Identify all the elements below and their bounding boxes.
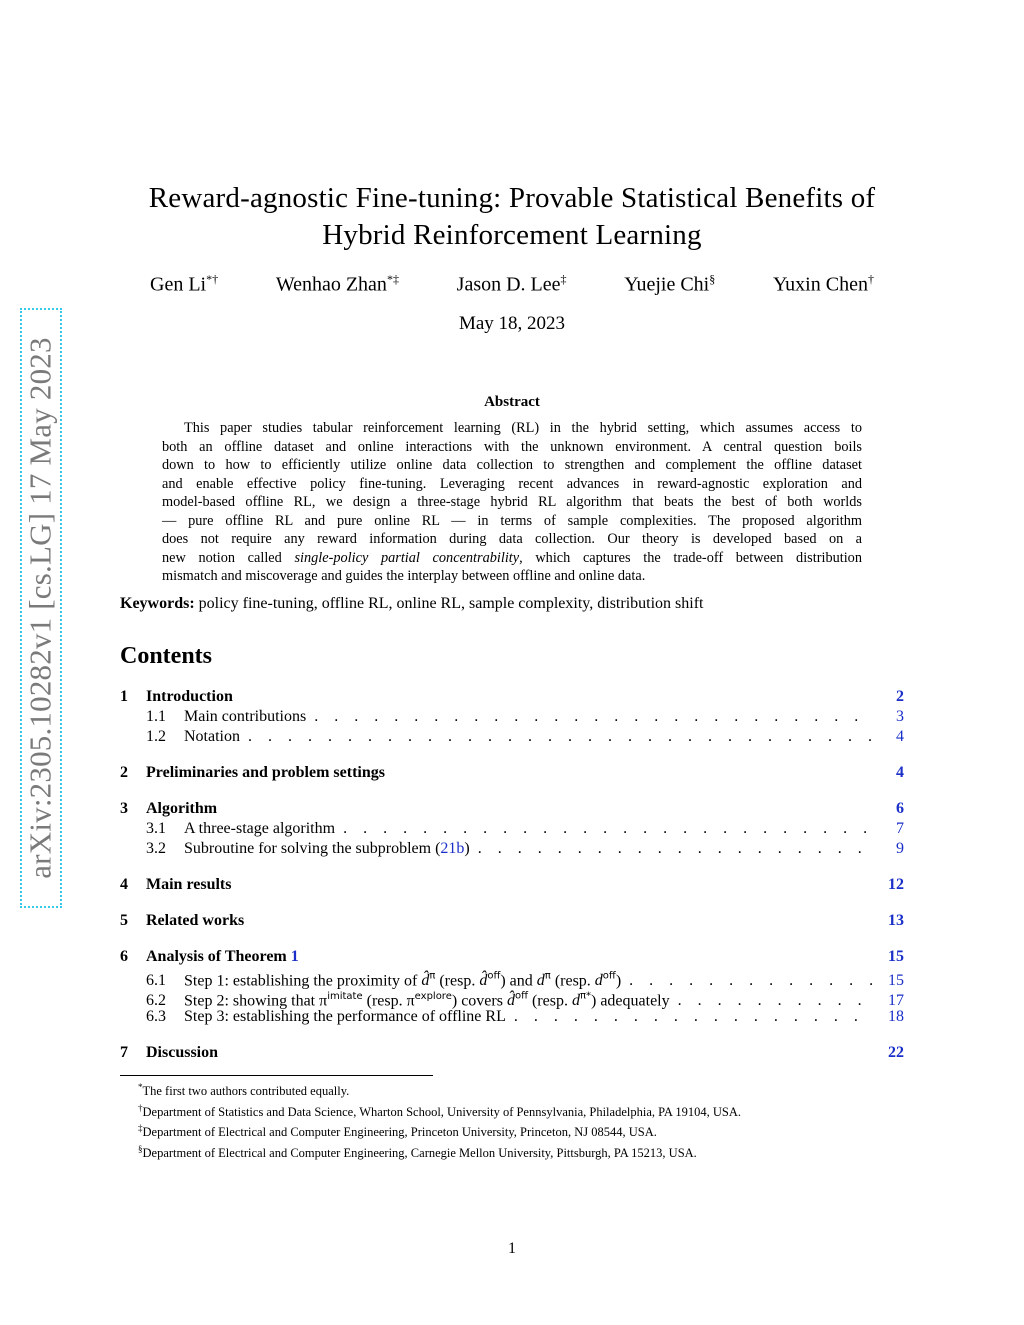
toc-page-link[interactable]: 15 xyxy=(888,972,904,990)
footnote: ‡Department of Electrical and Computer Engineering, Princeton University, Princeton, NJ 08544, USA. xyxy=(138,1123,657,1140)
abstract-line: down to how to efficiently utilize online data collection to strengthen and complement the offline dataset xyxy=(162,457,862,473)
footnotes xyxy=(138,1079,741,1162)
footnote-rule xyxy=(120,1075,433,1076)
toc-subsection-step-3[interactable]: 6.3 Step 3: establishing the performance of offline RL . . . 18 xyxy=(120,1007,904,1027)
contents-heading: Contents xyxy=(120,643,213,669)
footnote: †Department of Statistics and Data Science, Wharton School, University of Pennsylvania, Philadelphia, PA 19104, USA. xyxy=(138,1102,742,1119)
abstract-line: model-based offline RL, we design a three-stage hybrid RL algorithm that beats the best of both worlds xyxy=(162,494,862,510)
toc-section-main-results[interactable]: 4 Main results 12 xyxy=(120,876,904,893)
abstract-line: mismatch and miscoverage and guides the interplay between offline and online data. xyxy=(162,568,646,584)
toc-page-link[interactable]: 13 xyxy=(888,912,904,929)
equation-ref-link[interactable]: 21b xyxy=(440,840,465,857)
toc-page-link[interactable]: 7 xyxy=(896,820,904,837)
table-of-contents xyxy=(120,687,904,1063)
toc-page-link[interactable]: 12 xyxy=(888,876,904,893)
toc-page-link[interactable]: 4 xyxy=(896,764,904,781)
toc-section-algorithm[interactable]: 3 Algorithm 6 xyxy=(120,800,904,817)
toc-section-related-works[interactable]: 5 Related works 13 xyxy=(120,912,904,929)
toc-page-link[interactable]: 17 xyxy=(888,992,904,1010)
toc-subsection-main-contributions[interactable]: 1.1 Main contributions . . . 3 xyxy=(120,707,904,727)
title-line-2: Hybrid Reinforcement Learning xyxy=(322,219,702,251)
toc-page-link[interactable]: 2 xyxy=(896,688,904,705)
toc-page-link[interactable]: 4 xyxy=(896,728,904,745)
author: Gen Li*† xyxy=(150,272,219,296)
abstract-heading: Abstract xyxy=(484,394,540,410)
author: Jason D. Lee‡ xyxy=(456,272,567,296)
toc-subsection-three-stage[interactable]: 3.1 A three-stage algorithm . . . 7 xyxy=(120,819,904,839)
keywords: Keywords: policy fine-tuning, offline RL, online RL, sample complexity, distribution shift xyxy=(120,595,704,612)
author: Wenhao Zhan*‡ xyxy=(275,272,399,296)
toc-section-preliminaries[interactable]: 2 Preliminaries and problem settings 4 xyxy=(120,764,904,781)
toc-subsection-notation[interactable]: 1.2 Notation . . . 4 xyxy=(120,727,904,747)
abstract-line: This paper studies tabular reinforcement learning (RL) in the hybrid setting, which assumes access to xyxy=(184,420,862,436)
toc-page-link[interactable]: 3 xyxy=(896,708,904,725)
author: Yuxin Chen† xyxy=(772,272,874,296)
arxiv-stamp-text: arXiv:2305.10282v1 [cs.LG] 17 May 2023 xyxy=(23,337,59,879)
abstract-line: — pure offline RL and pure online RL — in terms of sample complexities. The proposed algorithm xyxy=(162,512,862,529)
toc-subsection-subroutine[interactable]: 3.2 Subroutine for solving the subproblem (21b) . . . 9 xyxy=(120,839,904,859)
toc-page-link[interactable]: 18 xyxy=(888,1008,904,1025)
abstract-line: both an offline dataset and online interactions with the unknown environment. A central question boils xyxy=(162,438,862,455)
abstract-line: and enable effective policy fine-tuning. Leveraging recent advances in reward-agnostic exploration and xyxy=(162,475,862,492)
abstract-line: new notion called single-policy partial concentrability, which captures the trade-off between distribution xyxy=(162,549,862,566)
toc-page-link[interactable]: 6 xyxy=(896,800,904,817)
abstract-line: does not require any reward information during data collection. Our theory is developed based on a xyxy=(162,531,862,547)
author: Yuejie Chi§ xyxy=(624,272,716,296)
theorem-ref-link[interactable]: 1 xyxy=(290,948,299,965)
toc-page-link[interactable]: 15 xyxy=(888,948,904,965)
toc-section-analysis[interactable]: 6 Analysis of Theorem 1 15 xyxy=(120,948,904,965)
page-number: 1 xyxy=(508,1240,516,1257)
paper-title xyxy=(120,180,904,254)
title-line-1: Reward-agnostic Fine-tuning: Provable Statistical Benefits of xyxy=(148,182,876,214)
toc-section-discussion[interactable]: 7 Discussion 22 xyxy=(120,1044,904,1061)
footnote: §Department of Electrical and Computer Engineering, Carnegie Mellon University, Pittsburgh, PA 15213, USA. xyxy=(138,1143,697,1161)
abstract-body xyxy=(162,419,862,586)
toc-page-link[interactable]: 9 xyxy=(896,840,904,857)
toc-page-link[interactable]: 22 xyxy=(888,1044,904,1061)
toc-subsection-step-1[interactable]: 6.1 Step 1: establishing the proximity of d̂$^\pi$ (resp. d̂$^{off}$) and $d^\pi$ (resp. $d^{off}$) . . . 15 xyxy=(120,967,904,987)
author-list xyxy=(150,272,874,297)
toc-section-introduction[interactable]: 1 Introduction 2 xyxy=(120,688,904,705)
toc-subsection-step-2[interactable]: 6.2 Step 2: showing that $\pi^{imitate}$ (resp. $\pi^{explore}$) covers d̂$^{off}$ (resp. $d^{\pi*}$) adequately . . . 17 xyxy=(120,987,904,1007)
footnote: *The first two authors contributed equally. xyxy=(138,1082,350,1099)
arxiv-stamp xyxy=(20,308,62,908)
publication-date: May 18, 2023 xyxy=(458,313,566,334)
